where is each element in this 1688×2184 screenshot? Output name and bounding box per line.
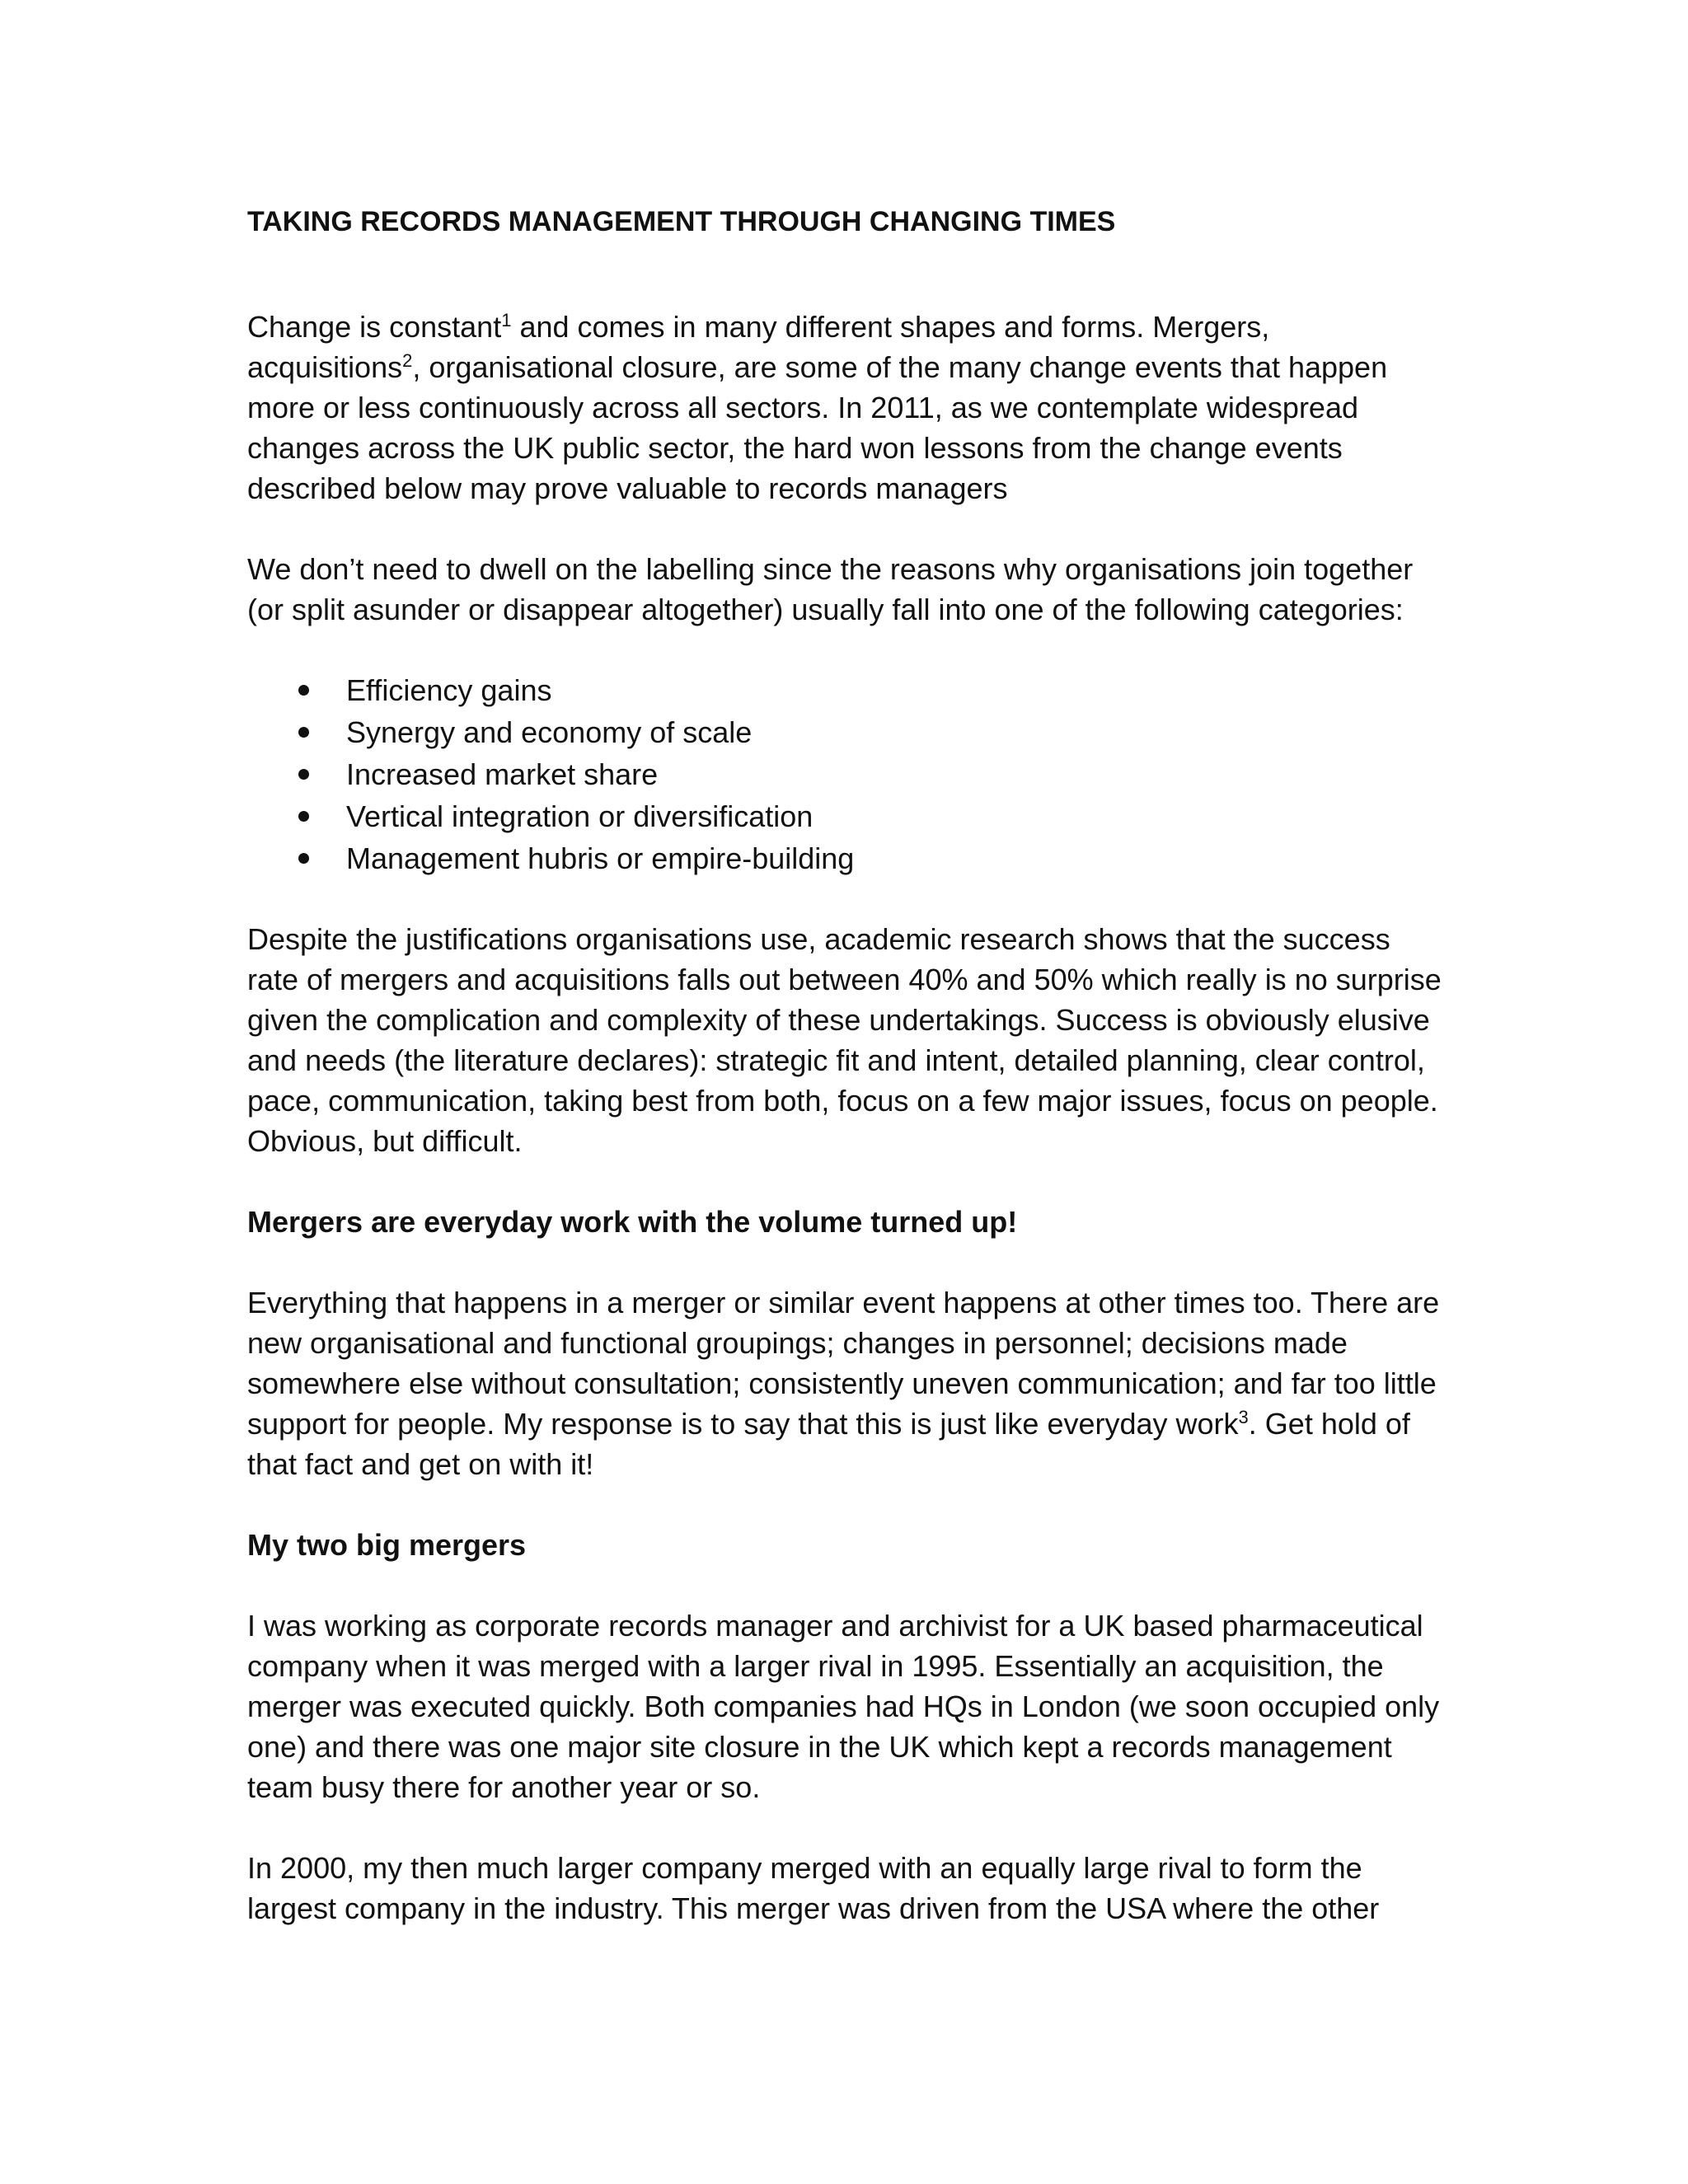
document-body: [247, 202, 1442, 1969]
footnote-ref-2[interactable]: 2: [402, 350, 413, 371]
list-item: [247, 838, 1442, 879]
intro-paragraph: [247, 307, 1442, 509]
first-merger-paragraph: I was working as corporate records manager and archivist for a UK based pharmaceutical company when it was merged with a larger rival in 1995. Essentially an acquisition, the merger was executed quickly. Both companies had HQs in London (we soon occupied only one) and there was one major site closure in the UK which kept a records management team busy there for another year or so.: [247, 1609, 1440, 1804]
second-merger-paragraph: In 2000, my then much larger company merged with an equally large rival to form the largest company in the industry. This merger was driven from the USA where the other: [247, 1851, 1380, 1925]
section-heading-everyday-work: Mergers are everyday work with the volume turned up!: [247, 1205, 1018, 1239]
bullet-icon: [298, 727, 309, 738]
list-item-text: Management hubris or empire-building: [346, 841, 855, 875]
section-heading-two-mergers: My two big mergers: [247, 1528, 527, 1562]
intro-text-3: , organisational closure, are some of the many change events that happen more or less continuously across all sectors. In 2011, as we contemplate widespread changes across the UK public sector, the hard won lessons from the change events described below may prove valuable to records managers: [247, 350, 1388, 505]
bullet-icon: [298, 811, 309, 822]
list-item: [247, 754, 1442, 794]
list-item-text: Efficiency gains: [346, 673, 552, 707]
list-item-text: Synergy and economy of scale: [346, 715, 753, 749]
categories-list: [247, 670, 1442, 879]
list-item-text: Vertical integration or diversification: [346, 799, 814, 833]
everyday-work-text-1: Everything that happens in a merger or similar event happens at other times too. There are new organisational and functional groupings; changes in personnel; decisions made somewhere else without consultation; consistently uneven communication; and far too little support for people. My response is to say that this is just like everyday work: [247, 1286, 1440, 1441]
bullet-icon: [298, 685, 309, 696]
categories-paragraph: We don’t need to dwell on the labelling since the reasons why organisations join together (or split asunder or disappear altogether) usually fall into one of the following categories:: [247, 552, 1414, 626]
list-item: [247, 670, 1442, 710]
list-item: [247, 796, 1442, 837]
list-item-text: Increased market share: [346, 757, 659, 791]
everyday-work-paragraph: [247, 1282, 1442, 1484]
footnote-ref-1[interactable]: 1: [501, 310, 512, 330]
everyday-work-text-2: . Get hold of that fact and get on with it!: [247, 1407, 1410, 1481]
intro-text-2: and comes in many different shapes and forms. Mergers, acquisitions: [247, 310, 1270, 384]
document-title: TAKING RECORDS MANAGEMENT THROUGH CHANGING TIMES: [247, 206, 1116, 237]
intro-text-1: Change is constant: [247, 310, 502, 344]
bullet-icon: [298, 769, 309, 780]
success-rate-paragraph: Despite the justifications organisations use, academic research shows that the success rate of mergers and acquisitions falls out between 40% and 50% which really is no surprise given the complication and complexity of these undertakings. Success is obviously elusive and needs (the literature declares): strategic fit and intent, detailed planning, clear control, pace, communication, taking best from both, focus on a few major issues, focus on people. Obvious, but difficult.: [247, 922, 1442, 1158]
bullet-icon: [298, 853, 309, 864]
list-item: [247, 712, 1442, 752]
footnote-ref-3[interactable]: 3: [1238, 1407, 1249, 1427]
